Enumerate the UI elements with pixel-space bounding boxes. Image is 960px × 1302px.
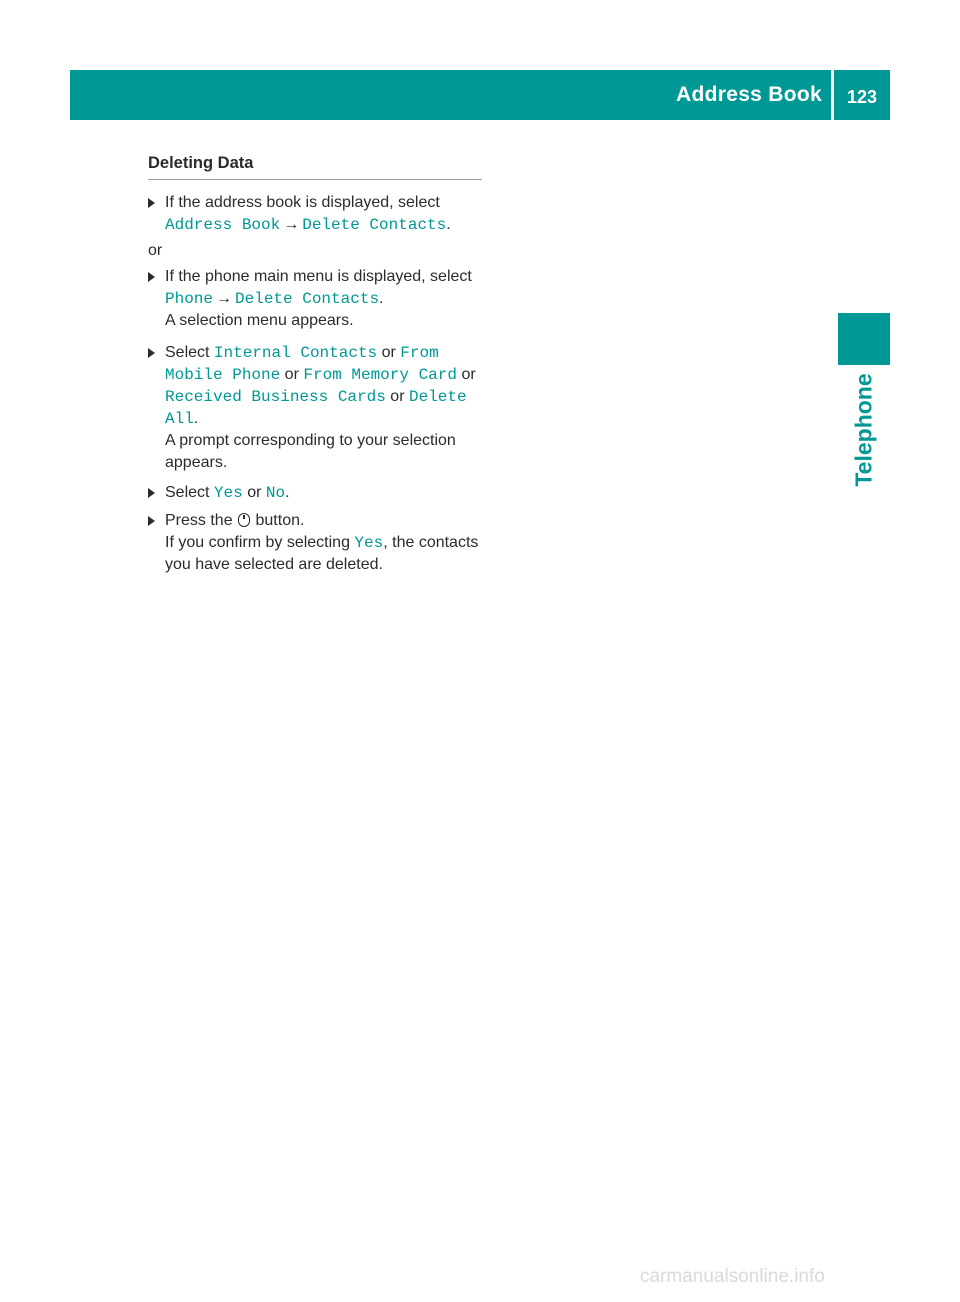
section-title: Deleting Data xyxy=(148,152,482,180)
triangle-bullet-icon xyxy=(148,198,155,208)
step-2: If the phone main menu is displayed, select Phone → Delete Contacts. A selection menu appears. xyxy=(148,266,482,332)
header-bar xyxy=(70,70,890,120)
step-result: A selection menu appears. xyxy=(165,312,354,329)
menu-delete-contacts: Delete Contacts xyxy=(235,290,380,308)
option-delete: Delete xyxy=(408,388,467,406)
header-title: Address Book xyxy=(676,83,822,106)
side-tab-marker xyxy=(838,313,890,365)
watermark: carmanualsonline.info xyxy=(640,1266,825,1287)
controller-push-icon xyxy=(238,513,250,527)
option-from: From xyxy=(400,344,439,362)
or-text: or xyxy=(148,242,163,259)
option-yes: Yes xyxy=(354,534,384,552)
option-mobile-phone: Mobile Phone xyxy=(165,366,281,384)
step-5: Press the button. If you confirm by selecting Yes, the contacts you have selected are deleted. xyxy=(148,510,482,576)
option-all: All xyxy=(165,410,194,428)
triangle-bullet-icon xyxy=(148,516,155,526)
page-number: 123 xyxy=(846,87,878,107)
triangle-bullet-icon xyxy=(148,272,155,282)
step-4: Select Yes or No. xyxy=(148,482,482,504)
option-from-memory-card: From Memory Card xyxy=(303,366,457,384)
triangle-bullet-icon xyxy=(148,348,155,358)
content-column xyxy=(148,152,482,580)
step-3: Select Internal Contacts or From Mobile Phone or From Memory Card or Received Business Cards or Delete All. A prompt corresponding to your selection appears. xyxy=(148,342,482,474)
menu-phone: Phone xyxy=(165,290,214,308)
step-1: If the address book is displayed, select Address Book → Delete Contacts. xyxy=(148,192,482,236)
arrow-icon: → xyxy=(216,290,233,307)
option-no: No xyxy=(265,484,286,502)
option-received-business-cards: Received Business Cards xyxy=(165,388,386,406)
option-yes: Yes xyxy=(213,484,243,502)
arrow-icon: → xyxy=(283,216,300,233)
option-internal-contacts: Internal Contacts xyxy=(213,344,378,362)
step-result: A prompt corresponding to your selection appears. xyxy=(165,432,456,471)
triangle-bullet-icon xyxy=(148,488,155,498)
menu-address-book: Address Book xyxy=(165,216,281,234)
menu-delete-contacts: Delete Contacts xyxy=(302,216,447,234)
